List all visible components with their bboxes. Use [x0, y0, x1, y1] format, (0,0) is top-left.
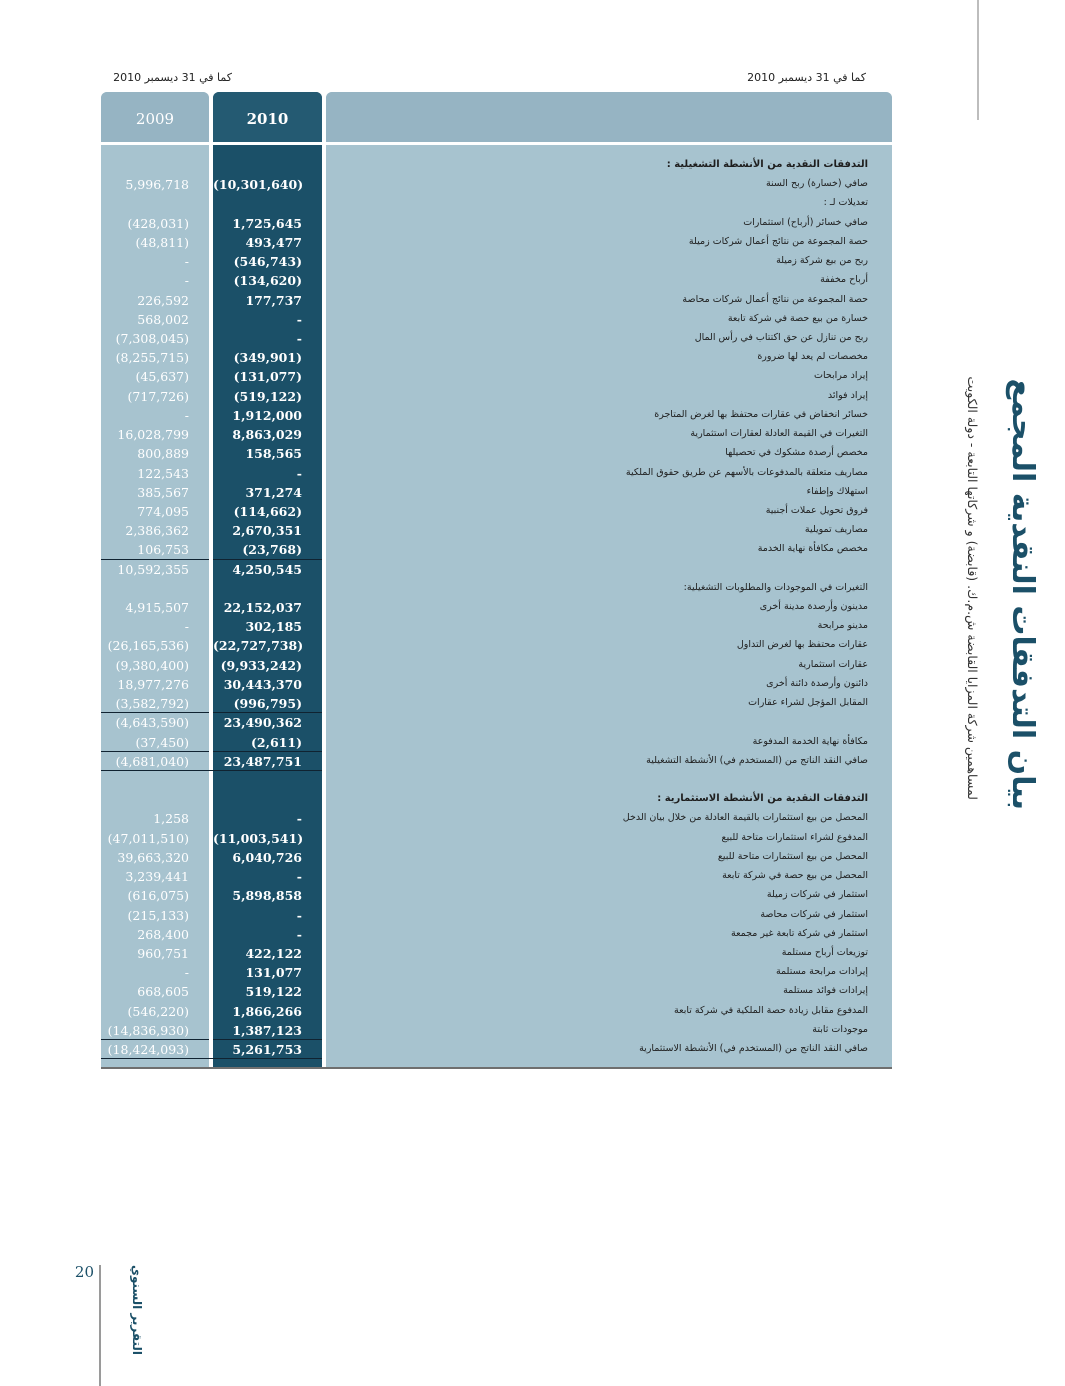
subtotal-rule [101, 1039, 209, 1040]
line-item-label: استثمار في شركات زميلة [766, 889, 868, 901]
table-row [0, 443, 1065, 462]
value-2010: - [296, 869, 302, 885]
table-row [0, 655, 1065, 674]
value-2010: (11,003,541) [213, 830, 304, 846]
line-item-label: مدينون وأرصدة مدينة أخرى [759, 601, 868, 613]
table-row [0, 213, 1065, 232]
table-row [0, 885, 1065, 904]
as-of-date-compare: كما في 31 ديسمبر 2010 [113, 71, 232, 84]
table-row [0, 962, 1065, 981]
cash-flow-table [0, 155, 1065, 1058]
value-2009: - [184, 254, 189, 270]
table-row [0, 501, 1065, 520]
line-item-label: مخصصات لم يعد لها ضرورة [757, 351, 868, 363]
line-item-label: ربح من تنازل عن حق اكتتاب في رأس المال [694, 331, 868, 343]
value-2009: (215,133) [127, 907, 189, 923]
statement-subtitle [958, 300, 982, 800]
line-item-label: المدفوع لشراء استثمارات متاحة للبيع [721, 831, 868, 843]
value-2010: 5,898,858 [232, 888, 302, 904]
line-item-label: استثمار في شركة تابعة غير مجمعة [730, 927, 868, 939]
line-item-label: استثمار في شركات محاصة [760, 908, 868, 920]
value-2009: (8,255,715) [115, 350, 189, 366]
value-2009: 568,002 [137, 311, 189, 327]
statement-title-text: بيان التدفقات النقدية المجمع [1005, 378, 1040, 810]
value-2010: (9,933,242) [220, 657, 302, 673]
value-2009: (26,165,536) [107, 638, 189, 654]
line-item-label: صافي النقد الناتج من (المستخدم في) الأنشطة التشغيلية [646, 754, 868, 766]
value-2010: 131,077 [245, 965, 302, 981]
table-row [0, 463, 1065, 482]
line-item-label: صافي (خسارة) ربح السنة [765, 178, 868, 190]
line-item-label: تعديلات لـ : [823, 197, 868, 209]
line-item-label: مصاريف تمويلية [804, 524, 868, 536]
line-item-label: مصاريف متعلقة بالمدفوعات بالأسهم عن طريق حقوق الملكية [625, 466, 868, 478]
table-row [0, 712, 1065, 731]
page-edge-rule [977, 0, 979, 120]
header-separator [101, 142, 892, 145]
value-2010: (2,611) [251, 734, 302, 750]
value-2010: 6,040,726 [232, 849, 302, 865]
value-2009: - [184, 619, 189, 635]
table-row [0, 290, 1065, 309]
table-row [0, 193, 1065, 212]
value-2009: (45,637) [135, 369, 189, 385]
subtotal-rule [101, 712, 209, 713]
line-item-label: استهلاك وإطفاء [806, 485, 868, 497]
value-2010: - [296, 311, 302, 327]
value-2009: 106,753 [137, 542, 189, 558]
line-item-label: إيراد فوائد [827, 389, 868, 401]
annual-report-logo-text: التقرير السنوي [130, 1265, 144, 1356]
value-2010: (10,301,640) [213, 177, 304, 193]
line-item-label: أرباح مخففة [820, 274, 868, 286]
table-row [0, 347, 1065, 366]
line-item-label: حصة المجموعة من نتائج أعمال شركات زميلة [688, 235, 868, 247]
page-number: 20 [74, 1263, 94, 1281]
line-item-label: عقارات استثمارية [798, 658, 868, 670]
value-2009: 385,567 [137, 484, 189, 500]
value-2010: 2,670,351 [232, 523, 302, 539]
line-item-label: المحصل من بيع حصة في شركة تابعة [722, 870, 868, 882]
value-2009: - [184, 273, 189, 289]
value-2010: - [296, 465, 302, 481]
subtotal-rule [213, 559, 322, 560]
as-of-date-main: كما في 31 ديسمبر 2010 [747, 71, 866, 84]
table-row [0, 386, 1065, 405]
line-item-label: توزيعات أرباح مستلمة [781, 946, 868, 958]
value-2010: 1,725,645 [232, 215, 302, 231]
table-row [0, 828, 1065, 847]
table-row [0, 405, 1065, 424]
table-row [0, 424, 1065, 443]
table-row [0, 597, 1065, 616]
value-2010: (519,122) [233, 388, 302, 404]
value-2010: 158,565 [245, 446, 302, 462]
value-2009: (546,220) [127, 1003, 189, 1019]
value-2010: 1,866,266 [232, 1003, 302, 1019]
value-2009: 39,663,320 [117, 849, 189, 865]
value-2009: - [184, 965, 189, 981]
subtotal-rule [101, 559, 209, 560]
year-current-label: 2010 [246, 110, 289, 128]
value-2010: 8,863,029 [232, 427, 302, 443]
table-row [0, 578, 1065, 597]
value-2009: 122,543 [137, 465, 189, 481]
value-2010: 371,274 [245, 484, 302, 500]
value-2010: 177,737 [245, 292, 302, 308]
table-row [0, 482, 1065, 501]
header-band-description [326, 92, 892, 142]
table-row [0, 539, 1065, 558]
value-2010: - [296, 926, 302, 942]
value-2010: (23,768) [242, 542, 302, 558]
value-2009: 5,996,718 [125, 177, 189, 193]
value-2010: - [296, 907, 302, 923]
line-item-label: إيراد مرابحات [814, 370, 868, 382]
value-2009: 2,386,362 [125, 523, 189, 539]
line-item-label: مكافأة نهاية الخدمة المدفوعة [752, 735, 868, 747]
line-item-label: إيرادات مرابحة مستلمة [775, 966, 868, 978]
value-2009: (48,811) [135, 234, 189, 250]
value-2010: 22,152,037 [223, 600, 302, 616]
subtotal-rule [213, 712, 322, 713]
footer-rule [99, 1265, 101, 1386]
line-item-label: التغيرات في القيمة العادلة لعقارات استثمارية [690, 428, 868, 440]
table-row [0, 366, 1065, 385]
table-row [0, 732, 1065, 751]
value-2009: (14,836,930) [107, 1022, 189, 1038]
table-row [0, 943, 1065, 962]
table-row [0, 789, 1065, 808]
table-row [0, 309, 1065, 328]
value-2009: 268,400 [137, 926, 189, 942]
line-item-label: المحصل من بيع استثمارات متاحة للبيع [717, 850, 868, 862]
table-row [0, 232, 1065, 251]
table-row [0, 674, 1065, 693]
line-item-label: فروق تحويل عملات أجنبية [765, 504, 868, 516]
table-row [0, 981, 1065, 1000]
line-item-label: مخصص مكافأة نهاية الخدمة [757, 543, 868, 555]
table-row [0, 635, 1065, 654]
value-2010: 4,250,545 [232, 561, 302, 577]
value-2009: 668,605 [137, 984, 189, 1000]
value-2010: (134,620) [233, 273, 302, 289]
value-2009: (3,582,792) [115, 696, 189, 712]
value-2009: 16,028,799 [117, 427, 189, 443]
line-item-label: صافي النقد الناتج من (المستخدم في) الأنشطة الاستثمارية [639, 1043, 868, 1055]
table-row [0, 770, 1065, 789]
value-2010: 1,387,123 [232, 1022, 302, 1038]
subtotal-rule [213, 751, 322, 752]
table-row [0, 924, 1065, 943]
table-row [0, 808, 1065, 827]
table-row [0, 751, 1065, 770]
value-2009: (616,075) [127, 888, 189, 904]
table-row [0, 251, 1065, 270]
value-2010: - [296, 330, 302, 346]
value-2009: 3,239,441 [125, 869, 189, 885]
table-row [0, 1039, 1065, 1058]
value-2010: (546,743) [233, 254, 302, 270]
line-item-label: خسائر انخفاض في عقارات محتفظ بها لغرض المتاجرة [654, 408, 868, 420]
value-2009: 774,095 [137, 503, 189, 519]
line-item-label: موجودات ثابتة [812, 1023, 868, 1035]
value-2009: (717,726) [127, 388, 189, 404]
line-item-label: عقارات محتفظ بها لغرض التداول [736, 639, 868, 651]
value-2009: (4,643,590) [115, 715, 189, 731]
value-2009: 226,592 [137, 292, 189, 308]
value-2010: 519,122 [245, 984, 302, 1000]
line-item-label: ربح من بيع شركة زميلة [776, 255, 868, 267]
table-bottom-rule [101, 1067, 892, 1069]
table-row [0, 866, 1065, 885]
table-row [0, 520, 1065, 539]
table-row [0, 155, 1065, 174]
value-2010: 30,443,370 [223, 676, 302, 692]
value-2010: 1,912,000 [232, 407, 302, 423]
value-2009: (37,450) [135, 734, 189, 750]
line-item-label: مدينو مرابحة [817, 620, 868, 632]
annual-report-logo [106, 1265, 146, 1356]
value-2010: (349,901) [233, 350, 302, 366]
line-item-label: مخصص أرصدة مشكوك في تحصيلها [725, 447, 868, 459]
line-item-label: المقابل المؤجل لشراء عقارات [748, 697, 868, 709]
value-2010: 23,487,751 [223, 753, 302, 769]
value-2009: - [184, 407, 189, 423]
value-2010: (114,662) [233, 503, 302, 519]
section-heading: التدفقات النقدية من الأنشطة الاستثمارية : [657, 793, 868, 805]
table-row [0, 905, 1065, 924]
value-2010: (131,077) [233, 369, 302, 385]
table-row [0, 328, 1065, 347]
value-2009: (428,031) [127, 215, 189, 231]
year-prior-label: 2009 [135, 110, 175, 128]
line-item-label: صافي خسائر (أرباح) استثمارات [743, 216, 868, 228]
value-2010: 422,122 [245, 945, 302, 961]
subtotal-rule [213, 1039, 322, 1040]
value-2009: 4,915,507 [125, 600, 189, 616]
value-2010: (996,795) [233, 696, 302, 712]
value-2009: 960,751 [137, 945, 189, 961]
line-item-label: خسارة من بيع حصة في شركة تابعة [727, 312, 868, 324]
value-2009: 18,977,276 [117, 676, 189, 692]
line-item-label: دائنون وأرصدة دائنة أخرى [766, 677, 868, 689]
value-2010: - [296, 811, 302, 827]
statement-title [1000, 378, 1040, 810]
value-2009: (18,424,093) [107, 1042, 189, 1058]
value-2009: 10,592,355 [117, 561, 189, 577]
value-2010: (22,727,738) [213, 638, 304, 654]
table-row [0, 270, 1065, 289]
line-item-label: المحصل من بيع استثمارات بالقيمة العادلة من خلال بيان الدخل [622, 812, 868, 824]
table-row [0, 1020, 1065, 1039]
line-item-label: إيرادات فوائد مستلمة [783, 985, 868, 997]
value-2010: 5,261,753 [232, 1042, 302, 1058]
value-2009: (7,308,045) [115, 330, 189, 346]
table-row [0, 1001, 1065, 1020]
line-item-label: حصة المجموعة من نتائج أعمال شركات محاصة [682, 293, 868, 305]
value-2009: (9,380,400) [115, 657, 189, 673]
value-2009: 1,258 [153, 811, 189, 827]
value-2010: 302,185 [245, 619, 302, 635]
table-row [0, 693, 1065, 712]
table-row [0, 174, 1065, 193]
table-row [0, 847, 1065, 866]
line-item-label: المدفوع مقابل زيادة حصة الملكية في شركة تابعة [674, 1004, 868, 1016]
value-2009: (47,011,510) [107, 830, 189, 846]
table-row [0, 559, 1065, 578]
statement-subtitle-text: لمساهمين شركة المزايا القابضة ش.م.ك. (قابضة) و شركاتها التابعة - دولة الكويت [965, 376, 980, 800]
section-heading: التدفقات النقدية من الأنشطة التشغيلية : [666, 159, 868, 170]
value-2010: 23,490,362 [223, 715, 302, 731]
subtotal-rule-bottom [101, 1058, 322, 1059]
value-2009: 800,889 [137, 446, 189, 462]
subtotal-rule [101, 751, 209, 752]
value-2010: 493,477 [245, 234, 302, 250]
table-row [0, 616, 1065, 635]
value-2009: (4,681,040) [115, 753, 189, 769]
line-item-label: التغيرات في الموجودات والمطلوبات التشغيلية: [683, 581, 868, 593]
